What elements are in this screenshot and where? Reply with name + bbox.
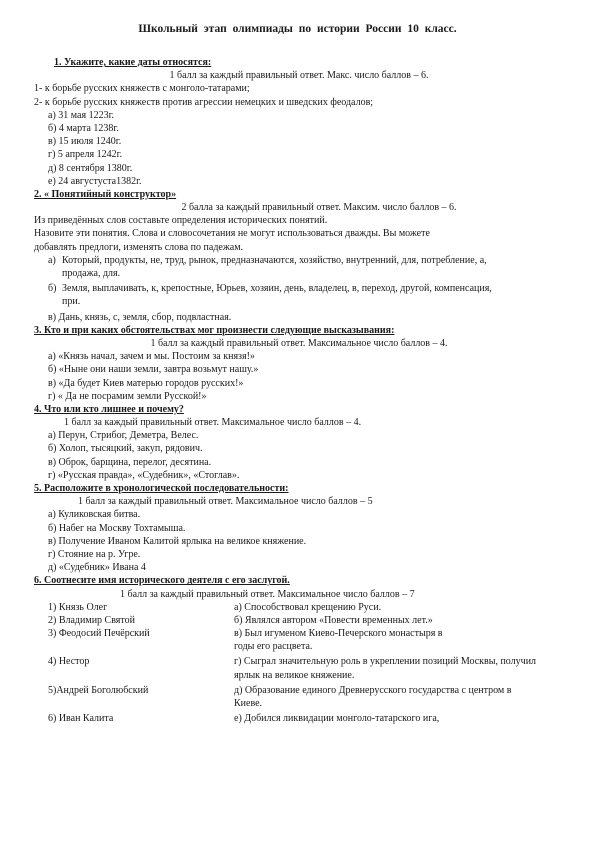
- q6-points: 1 балл за каждый правильный ответ. Максимальное число баллов – 7: [120, 588, 415, 600]
- q6-merit: а) Способствовал крещению Руси.: [234, 601, 382, 613]
- q6-merit: д) Образование единого Древнерусского государства с центром в Киеве.: [234, 684, 512, 709]
- document-body: [34, 56, 564, 725]
- q4-heading: 4. Что или кто лишнее и почему?: [34, 403, 184, 415]
- q5-option: д) «Судебник» Ивана 4: [48, 562, 146, 574]
- q6-row: [34, 712, 564, 725]
- q4-option: б) Холоп, тысяцкий, закуп, рядович.: [48, 443, 203, 455]
- q4-option: г) «Русская правда», «Судебник», «Стоглав».: [48, 469, 240, 481]
- q6-person: 1) Князь Олег: [48, 601, 108, 613]
- page-title: Школьный этап олимпиады по истории России 10 класс.: [138, 23, 457, 35]
- q6-row: [34, 655, 564, 681]
- q2-option-v: в) Дань, князь, с, земля, сбор, подвластная.: [48, 311, 232, 323]
- q5-option: г) Стояние на р. Угре.: [48, 548, 141, 560]
- q2-heading: 2. « Понятийный конструктор»: [34, 188, 177, 200]
- q4-option: в) Оброк, барщина, перелог, десятина.: [48, 456, 212, 468]
- q1-option: е) 24 августуста1382г.: [48, 175, 142, 187]
- q1-option: д) 8 сентября 1380г.: [48, 162, 133, 174]
- q6-person: 6) Иван Калита: [48, 713, 114, 725]
- q1-heading: 1. Укажите, какие даты относятся:: [54, 57, 212, 68]
- q6-person: 3) Феодосий Печёрский: [48, 628, 150, 640]
- q5-heading: 5. Расположите в хронологической последовательности:: [34, 483, 289, 494]
- q5-option: в) Получение Иваном Калитой ярлыка на великое княжение.: [48, 535, 307, 547]
- q6-row: [34, 614, 564, 627]
- q6-row: [34, 627, 564, 653]
- q5-option: а) Куликовская битва.: [48, 509, 141, 521]
- q2-text3: добавлять предлоги, изменять слова по падежам.: [34, 241, 244, 253]
- q4-option: а) Перун, Стрибог, Деметра, Велес.: [48, 430, 199, 442]
- q6-row: [34, 684, 564, 710]
- q6-person: 4) Нестор: [48, 656, 90, 668]
- q2-points: 2 балла за каждый правильный ответ. Максим. число баллов – 6.: [181, 202, 457, 214]
- q1-points: 1 балл за каждый правильный ответ. Макс. число баллов – 6.: [169, 70, 429, 82]
- q6-row: [34, 601, 564, 614]
- q6-merit: г) Сыграл значительную роль в укреплении позиций Москвы, получил ярлык на великое княжение.: [234, 656, 537, 681]
- q2-text2: Назовите эти понятия. Слова и словосочетания не могут использоваться дважды. Вы можете: [34, 228, 430, 240]
- q3-option: в) «Да будет Киев матерью городов русских!»: [48, 377, 244, 389]
- q2-option-a: [34, 254, 564, 280]
- q5-points: 1 балл за каждый правильный ответ. Максимальное число баллов – 5: [78, 496, 373, 508]
- q2-option-b-text: Земля, выплачивать, к, крепостные, Юрьев, хозяин, день, владелец, в, переход, другой, компенсация, при.: [62, 283, 492, 308]
- q2-option-b: [34, 282, 564, 308]
- q5-option: б) Набег на Москву Тохтамыша.: [48, 522, 186, 534]
- q2-text1: Из приведённых слов составьте определения исторических понятий.: [34, 215, 328, 227]
- q1-option: б) 4 марта 1238г.: [48, 122, 119, 134]
- q2-option-a-text: Который, продукты, не, труд, рынок, предназначаются, хозяйство, внутренний, для, потребление, а, продажа, для.: [62, 254, 487, 279]
- q6-heading: 6. Соотнесите имя исторического деятеля с его заслугой.: [34, 575, 290, 587]
- q3-option: б) «Ныне они наши земли, завтра возьмут нашу.»: [48, 364, 259, 376]
- q2-option-a-label: а): [48, 254, 56, 266]
- q2-option-b-label: б): [48, 283, 57, 295]
- q4-points: 1 балл за каждый правильный ответ. Максимальное число баллов – 4.: [64, 417, 362, 429]
- q6-merit: в) Был игуменом Киево-Печерского монастыря в годы его расцвета.: [234, 628, 443, 653]
- q3-option: г) « Да не посрамим земли Русской!»: [48, 390, 207, 402]
- q6-merit: е) Добился ликвидации монголо-татарского ига,: [234, 713, 440, 725]
- q6-person: 5)Андрей Боголюбский: [48, 684, 149, 696]
- q3-heading: 3. Кто и при каких обстоятельствах мог произнести следующие высказывания:: [34, 324, 395, 336]
- q1-sub1: 1- к борьбе русских княжеств с монголо-татарами;: [34, 83, 250, 95]
- q3-points: 1 балл за каждый правильный ответ. Максимальное число баллов – 4.: [150, 337, 448, 349]
- q6-person: 2) Владимир Святой: [48, 614, 135, 626]
- q1-option: г) 5 апреля 1242г.: [48, 149, 123, 161]
- q3-option: а) «Князь начал, зачем и мы. Постоим за князя!»: [48, 351, 255, 363]
- q6-merit: б) Являлся автором «Повести временных лет.»: [234, 614, 433, 626]
- q1-option: а) 31 мая 1223г.: [48, 109, 115, 121]
- q1-sub2: 2- к борьбе русских княжеств против агрессии немецких и шведских феодалов;: [34, 96, 374, 108]
- q1-option: в) 15 июля 1240г.: [48, 136, 122, 148]
